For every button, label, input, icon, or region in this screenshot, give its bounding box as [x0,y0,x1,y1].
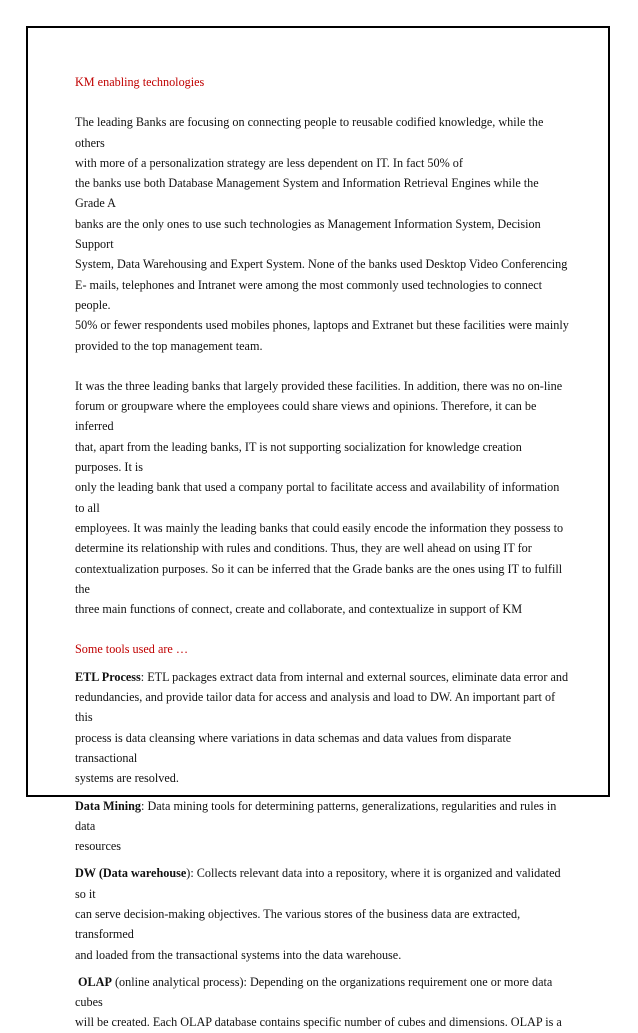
text-fragment: ): Collects relevant data into a repository, where it is organized and validated so it [75,866,561,901]
text-line: redundancies, and provide tailor data for access and analysis and load to DW. An important part of this [75,690,556,725]
text-line: provided to the top management team. [75,338,263,353]
text-line: determine its relationship with rules and conditions. Thus, they are well ahead on using IT for [75,541,532,556]
text-fragment: (online analytical process): Depending on the organizations requirement one or more data cubes [75,974,553,1010]
text-line: process is data cleansing where variations in data schemas and data values from disparate transactional [75,730,512,765]
paragraph-olap [75,972,570,1033]
term-olap: OLAP [78,974,112,989]
text-line: and loaded from the transactional systems into the data warehouse. [75,947,402,962]
text-line: forum or groupware where the employees could share views and opinions. Therefore, it can be inferred [75,399,537,434]
paragraph-data-warehouse [75,863,570,964]
text-line: banks are the only ones to use such technologies as Management Information System, Decision Support [75,216,541,252]
text-line: E- mails, telephones and Intranet were among the most commonly used technologies to connect people. [75,277,543,312]
term-data-warehouse: DW (Data warehouse [75,866,187,881]
text-line: will be created. Each OLAP database contains specific number of cubes and dimensions. OLAP is a [75,1015,562,1030]
term-data-mining: Data Mining [75,798,142,813]
text-line [75,667,570,687]
text-line: employees. It was mainly the leading banks that could easily encode the information they possess to [75,520,564,535]
text-line: that, apart from the leading banks, IT is not supporting socialization for knowledge creation purposes. It is [75,439,522,475]
paragraph-km-technologies [75,112,570,356]
text-fragment: : Data mining tools for determining patterns, generalizations, regularities and rules in data [75,798,557,833]
term-etl: ETL Process [75,669,141,684]
text-line: systems are resolved. [75,771,179,786]
text-line: the banks use both Database Management System and Information Retrieval Engines while the Grade A [75,176,539,211]
section-heading-km: KM enabling technologies [75,75,205,89]
text-line [75,972,570,1013]
text-line: only the leading bank that used a company portal to facilitate access and availability of information to all [75,480,560,515]
text-line: resources [75,839,122,854]
text-line [75,796,570,837]
text-line: with more of a personalization strategy are less dependent on IT. In fact 50% of [75,155,463,170]
paragraph-etl [75,667,570,789]
text-line: System, Data Warehousing and Expert System. None of the banks used Desktop Video Conferencing [75,257,568,272]
text-line: It was the three leading banks that largely provided these facilities. In addition, there was no on-line [75,378,563,393]
text-line: three main functions of connect, create and collaborate, and contextualize in support of KM [75,602,523,617]
text-fragment: : ETL packages extract data from internal and external sources, eliminate data error and [140,669,569,684]
text-line: can serve decision-making objectives. The various stores of the business data are extracted, transformed [75,906,521,942]
paragraph-leading-banks [75,376,570,620]
document-body [75,72,570,1033]
text-line: contextualization purposes. So it can be inferred that the Grade banks are the ones using IT to fulfill the [75,561,563,596]
text-line: 50% or fewer respondents used mobiles phones, laptops and Extranet but these facilities were mainly [75,318,569,333]
section-heading-tools: Some tools used are … [75,642,189,657]
text-line: The leading Banks are focusing on connecting people to reusable codified knowledge, while the others [75,115,544,150]
text-line [75,863,570,904]
